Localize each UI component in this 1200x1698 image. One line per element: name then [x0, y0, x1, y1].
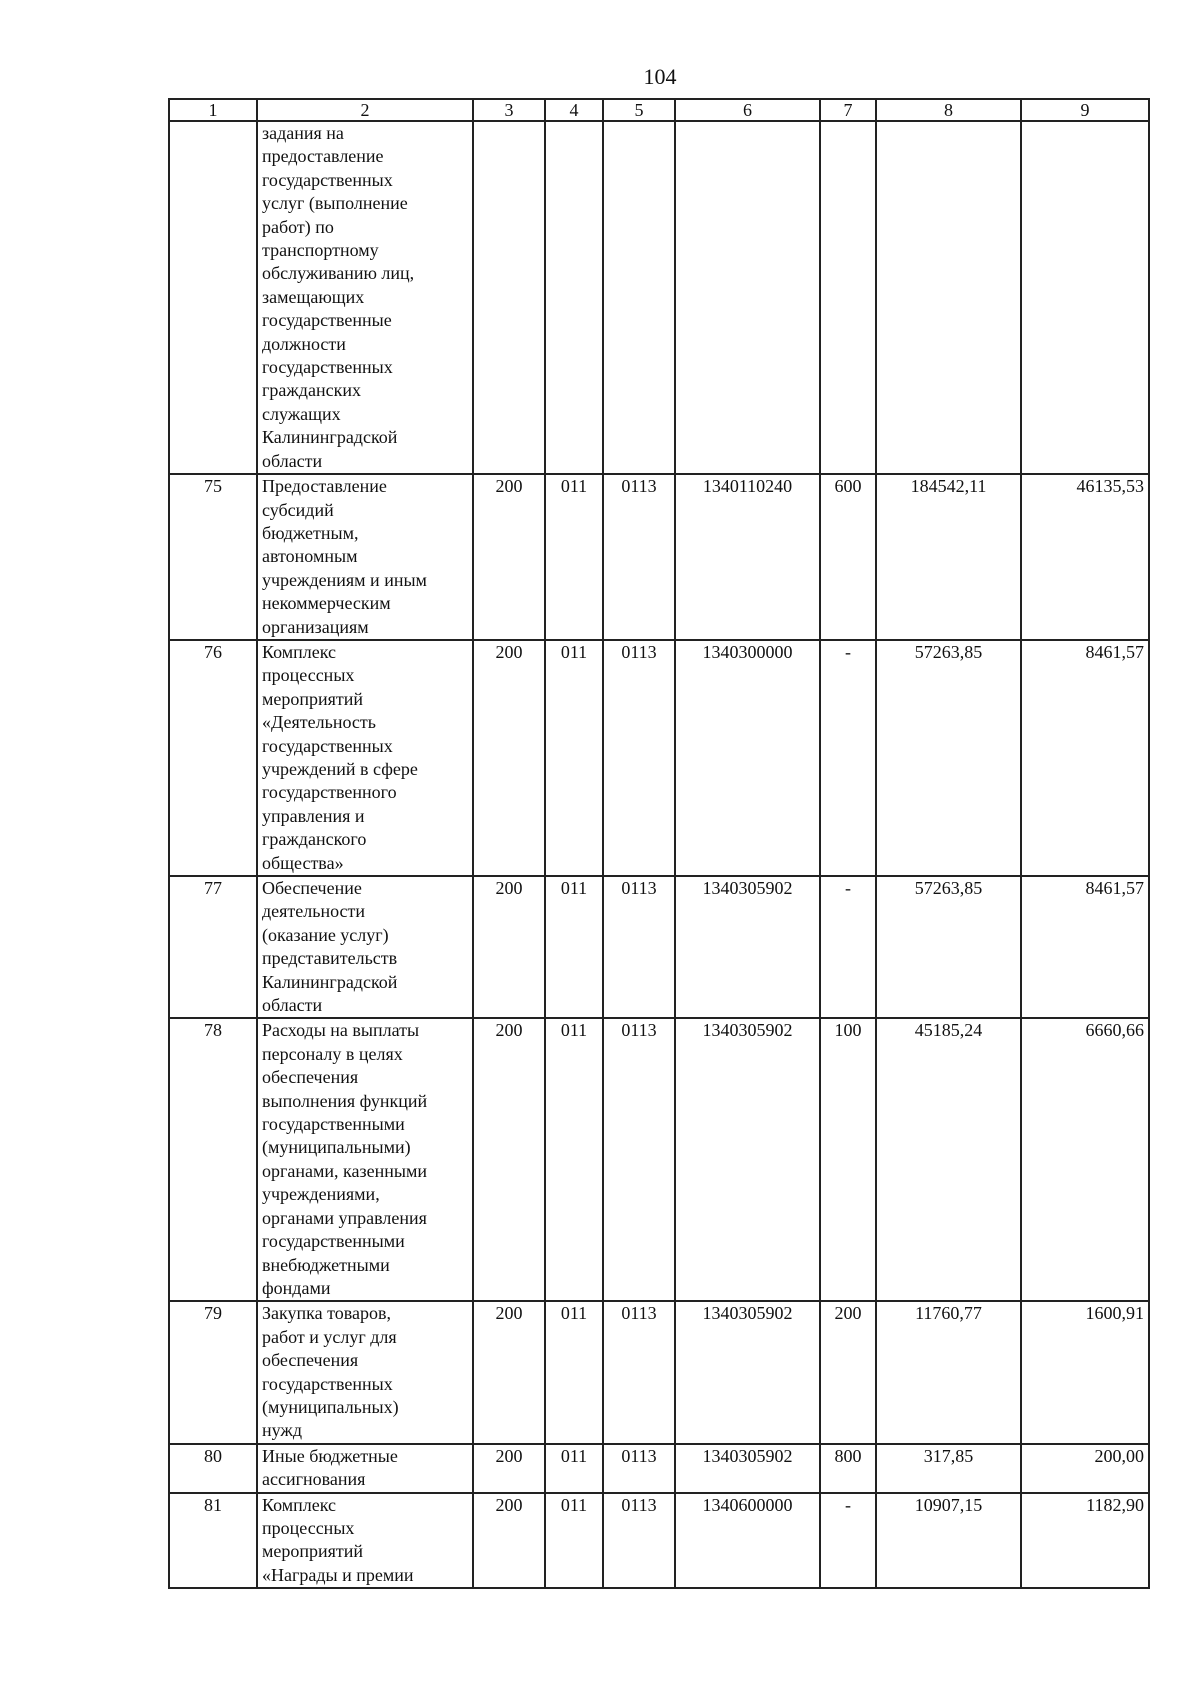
- section-code-cell: 011: [545, 876, 603, 1018]
- amount-cell: [876, 121, 1021, 474]
- table-row: [169, 474, 1149, 640]
- expense-type-cell: 100: [820, 1018, 876, 1301]
- expense-name-line: деятельности: [262, 901, 366, 922]
- amount-secondary-cell: 6660,66: [1021, 1018, 1149, 1301]
- expense-name-line: государственными: [262, 1231, 405, 1252]
- expense-name-line: внебюджетными: [262, 1254, 390, 1275]
- ministry-code-cell: [473, 121, 545, 474]
- expense-name-cell: [257, 1493, 473, 1589]
- page-number: 104: [643, 64, 677, 89]
- expense-name-line: фондами: [262, 1277, 331, 1298]
- expense-name-line: служащих: [262, 403, 341, 424]
- amount-cell: 317,85: [876, 1444, 1021, 1493]
- expense-name-cell: [257, 121, 473, 474]
- expense-name-line: Закупка товаров,: [262, 1303, 391, 1324]
- column-header-6: 6: [675, 99, 820, 121]
- expense-name-cell: [257, 876, 473, 1018]
- amount-secondary-cell: 1182,90: [1021, 1493, 1149, 1589]
- subsection-code-cell: [603, 121, 675, 474]
- section-code-cell: [545, 121, 603, 474]
- target-article-cell: 1340305902: [675, 1444, 820, 1493]
- expense-name-line: обеспечения: [262, 1067, 359, 1088]
- expense-name-line: области: [262, 995, 323, 1016]
- table-row: [169, 876, 1149, 1018]
- row-number-cell: 77: [169, 876, 257, 1018]
- expense-name-line: Калининградской: [262, 971, 398, 992]
- ministry-code-cell: 200: [473, 1444, 545, 1493]
- column-header-9: 9: [1021, 99, 1149, 121]
- expense-name-line: процессных: [262, 665, 355, 686]
- expense-name-line: мероприятий: [262, 1541, 364, 1562]
- column-header-5: 5: [603, 99, 675, 121]
- target-article-cell: 1340305902: [675, 876, 820, 1018]
- expense-name-line: Расходы на выплаты: [262, 1020, 420, 1041]
- ministry-code-cell: 200: [473, 640, 545, 876]
- expense-name-cell: [257, 474, 473, 640]
- amount-secondary-cell: 46135,53: [1021, 474, 1149, 640]
- expense-name-line: представительств: [262, 948, 398, 969]
- amount-cell: 10907,15: [876, 1493, 1021, 1589]
- section-code-cell: 011: [545, 1301, 603, 1443]
- expense-name-line: государственными: [262, 1114, 405, 1135]
- expense-name-line: выполнения функций: [262, 1090, 428, 1111]
- target-article-cell: 1340600000: [675, 1493, 820, 1589]
- expense-name-line: гражданского: [262, 829, 367, 850]
- ministry-code-cell: 200: [473, 876, 545, 1018]
- expense-name-line: «Деятельность: [262, 712, 376, 733]
- expense-name-line: государственных: [262, 1373, 393, 1394]
- ministry-code-cell: 200: [473, 474, 545, 640]
- expense-type-cell: -: [820, 876, 876, 1018]
- subsection-code-cell: 0113: [603, 1444, 675, 1493]
- target-article-cell: 1340300000: [675, 640, 820, 876]
- subsection-code-cell: 0113: [603, 876, 675, 1018]
- table-row: [169, 640, 1149, 876]
- section-code-cell: 011: [545, 1493, 603, 1589]
- expense-name-line: транспортному: [262, 240, 379, 261]
- amount-secondary-cell: 1600,91: [1021, 1301, 1149, 1443]
- amount-secondary-cell: 200,00: [1021, 1444, 1149, 1493]
- ministry-code-cell: 200: [473, 1301, 545, 1443]
- expense-name-line: Комплекс: [262, 641, 337, 662]
- expense-type-cell: [820, 121, 876, 474]
- column-header-1: 1: [169, 99, 257, 121]
- expense-name-line: должности: [262, 333, 346, 354]
- amount-cell: 184542,11: [876, 474, 1021, 640]
- expense-name-line: организациям: [262, 616, 369, 637]
- expense-name-line: работ и услуг для: [262, 1326, 397, 1347]
- expense-name-line: нужд: [262, 1420, 302, 1441]
- expense-name-cell: [257, 1444, 473, 1493]
- expense-name-line: обеспечения: [262, 1350, 359, 1371]
- expense-name-line: Комплекс: [262, 1494, 337, 1515]
- table-row: [169, 1018, 1149, 1301]
- expense-name-line: (муниципальными): [262, 1137, 411, 1158]
- amount-cell: 11760,77: [876, 1301, 1021, 1443]
- expense-name-line: государственных: [262, 735, 393, 756]
- ministry-code-cell: 200: [473, 1493, 545, 1589]
- expense-name-line: мероприятий: [262, 688, 364, 709]
- row-number-cell: 76: [169, 640, 257, 876]
- expense-type-cell: -: [820, 1493, 876, 1589]
- row-number-cell: 78: [169, 1018, 257, 1301]
- row-number-cell: 80: [169, 1444, 257, 1493]
- expense-name-line: услуг (выполнение: [262, 193, 408, 214]
- column-header-7: 7: [820, 99, 876, 121]
- expense-name-line: государственных: [262, 169, 393, 190]
- row-number-cell: 79: [169, 1301, 257, 1443]
- expense-name-line: замещающих: [262, 286, 365, 307]
- ministry-code-cell: 200: [473, 1018, 545, 1301]
- expense-name-line: субсидий: [262, 499, 334, 520]
- row-number-cell: [169, 121, 257, 474]
- expense-name-line: органами, казенными: [262, 1160, 427, 1181]
- header-row: [169, 99, 1149, 121]
- table-body: [169, 121, 1149, 1588]
- expense-name-line: управления и: [262, 805, 365, 826]
- amount-cell: 57263,85: [876, 876, 1021, 1018]
- expense-name-line: некоммерческим: [262, 593, 391, 614]
- expense-name-line: (муниципальных): [262, 1396, 399, 1417]
- column-header-8: 8: [876, 99, 1021, 121]
- expense-name-line: Иные бюджетные: [262, 1445, 398, 1466]
- expense-name-line: государственного: [262, 782, 397, 803]
- section-code-cell: 011: [545, 1444, 603, 1493]
- expense-name-line: автономным: [262, 546, 358, 567]
- column-header-3: 3: [473, 99, 545, 121]
- target-article-cell: 1340110240: [675, 474, 820, 640]
- table-row: [169, 1493, 1149, 1589]
- expense-name-line: задания на: [262, 123, 344, 143]
- expense-type-cell: 800: [820, 1444, 876, 1493]
- target-article-cell: [675, 121, 820, 474]
- table-row: [169, 1444, 1149, 1493]
- expense-name-line: процессных: [262, 1517, 355, 1538]
- expense-name-line: Обеспечение: [262, 878, 362, 898]
- amount-secondary-cell: 8461,57: [1021, 876, 1149, 1018]
- column-header-2: 2: [257, 99, 473, 121]
- expense-name-line: учреждений в сфере: [262, 758, 418, 779]
- amount-secondary-cell: [1021, 121, 1149, 474]
- subsection-code-cell: 0113: [603, 1493, 675, 1589]
- subsection-code-cell: 0113: [603, 474, 675, 640]
- expense-type-cell: 200: [820, 1301, 876, 1443]
- expense-name-line: общества»: [262, 852, 344, 873]
- amount-cell: 45185,24: [876, 1018, 1021, 1301]
- target-article-cell: 1340305902: [675, 1301, 820, 1443]
- section-code-cell: 011: [545, 1018, 603, 1301]
- expense-name-line: «Награды и премии: [262, 1564, 414, 1585]
- column-header-4: 4: [545, 99, 603, 121]
- expense-name-line: обслуживанию лиц,: [262, 263, 415, 284]
- expense-name-line: органами управления: [262, 1207, 427, 1228]
- expense-name-line: государственных: [262, 357, 393, 378]
- expense-name-cell: [257, 640, 473, 876]
- expense-name-line: государственные: [262, 310, 392, 331]
- amount-secondary-cell: 8461,57: [1021, 640, 1149, 876]
- expense-name-line: учреждениями,: [262, 1184, 380, 1205]
- expense-name-line: (оказание услуг): [262, 924, 389, 945]
- table-row: [169, 121, 1149, 474]
- expense-name-line: ассигнования: [262, 1469, 366, 1490]
- target-article-cell: 1340305902: [675, 1018, 820, 1301]
- expense-type-cell: 600: [820, 474, 876, 640]
- expense-name-line: Калининградской: [262, 427, 398, 448]
- row-number-cell: 81: [169, 1493, 257, 1589]
- row-number-cell: 75: [169, 474, 257, 640]
- expense-name-line: бюджетным,: [262, 522, 359, 543]
- amount-cell: 57263,85: [876, 640, 1021, 876]
- section-code-cell: 011: [545, 474, 603, 640]
- expense-name-line: гражданских: [262, 380, 361, 401]
- budget-table: [168, 98, 1150, 1589]
- expense-name-line: персоналу в целях: [262, 1043, 403, 1064]
- expense-name-line: Предоставление: [262, 476, 387, 497]
- subsection-code-cell: 0113: [603, 1018, 675, 1301]
- table-row: [169, 1301, 1149, 1443]
- subsection-code-cell: 0113: [603, 640, 675, 876]
- expense-name-line: работ) по: [262, 216, 334, 237]
- section-code-cell: 011: [545, 640, 603, 876]
- expense-name-line: предоставление: [262, 146, 384, 167]
- expense-name-line: области: [262, 450, 323, 471]
- expense-name-line: учреждениям и иным: [262, 569, 427, 590]
- expense-name-cell: [257, 1301, 473, 1443]
- expense-name-cell: [257, 1018, 473, 1301]
- expense-type-cell: -: [820, 640, 876, 876]
- subsection-code-cell: 0113: [603, 1301, 675, 1443]
